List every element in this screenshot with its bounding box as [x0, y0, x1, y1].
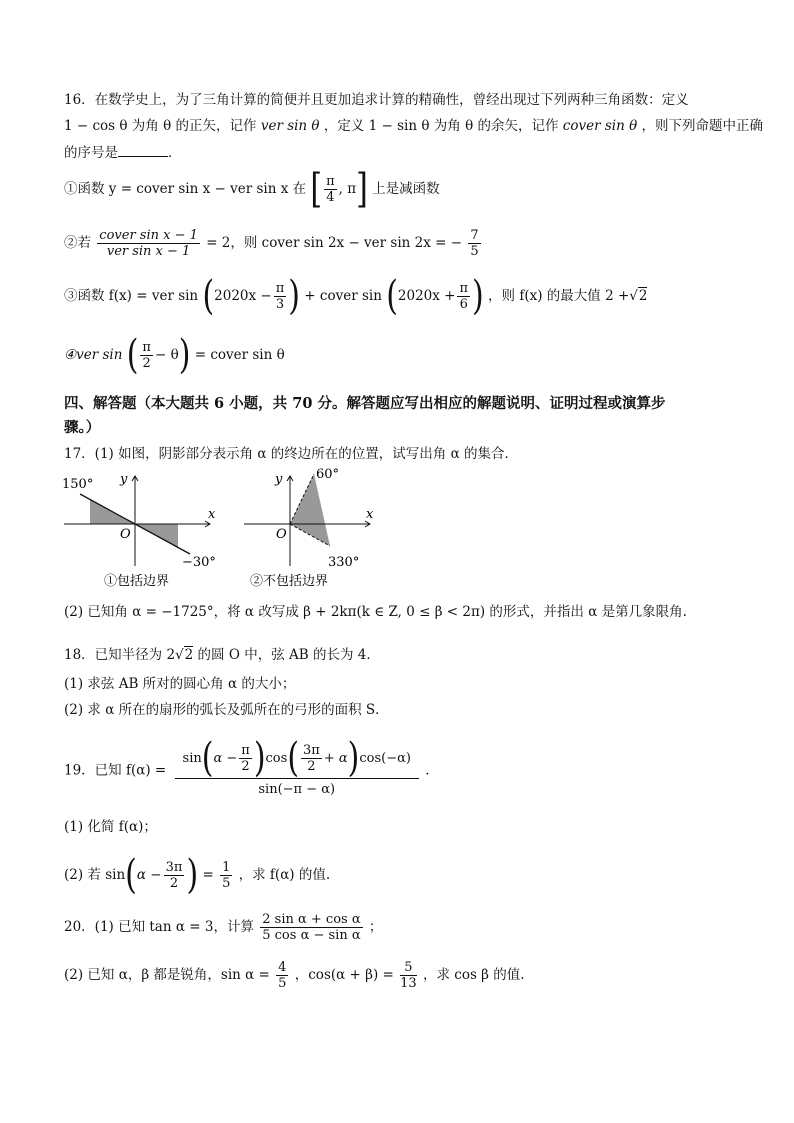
left-paren: ( — [125, 851, 137, 899]
left-paren: ( — [201, 734, 214, 782]
right-paren: ) — [186, 851, 199, 899]
opt4-post: = cover sin θ — [194, 347, 285, 363]
q16-line2 — [64, 117, 763, 135]
label-150: 150° — [62, 477, 94, 492]
opt1-frac — [324, 174, 337, 205]
q18-sqrt: 2 — [184, 647, 194, 663]
q20-p2-post: ，求 cos β 的值. — [422, 967, 525, 983]
q19-p2-frac — [164, 860, 185, 891]
q20-p2-pre: (2) 已知 α，β 都是锐角，sin α = — [64, 967, 270, 983]
q16-versin: ver sin θ — [260, 118, 320, 134]
q18-line1: 18．已知半径为 2√2 的圆 O 中，弦 AB 的长为 4． — [64, 647, 380, 663]
q20-p2-mid: ，cos(α + β) = — [294, 967, 394, 983]
left-paren: ( — [287, 734, 300, 782]
q19-num-b: cos — [265, 751, 288, 766]
q20-p2-a — [276, 960, 288, 991]
opt3-pre: ③函数 f(x) = ver sin — [64, 288, 199, 304]
q19-num-b-fn: 3π — [303, 743, 320, 758]
q20-p1-num: 2 sin α + cos α — [262, 912, 361, 927]
opt1-frac-num: π — [326, 174, 335, 189]
q19-p2-vd: 5 — [222, 876, 231, 891]
q19-p2-vn: 1 — [222, 860, 231, 875]
q20-p1-den: 5 cos α − sin α — [262, 928, 361, 943]
q20-part2 — [64, 960, 525, 991]
q19-part1: (1) 化简 f(α)； — [64, 819, 157, 835]
label-x: x — [366, 507, 374, 522]
q19-num-b-fd: 2 — [307, 759, 316, 774]
q19-p2-fd: 2 — [169, 876, 179, 891]
left-paren: ( — [202, 272, 215, 320]
caption-2: ②不包括边界 — [250, 574, 329, 589]
opt4-den: 2 — [142, 356, 151, 371]
answer-blank — [118, 142, 168, 157]
q19-part2 — [64, 851, 331, 899]
q20-p1-pre: 20．(1) 已知 tan α = 3，计算 — [64, 919, 254, 935]
q19-num-c: cos(−α) — [359, 751, 411, 766]
opt4-pre: ④ver sin — [64, 347, 123, 363]
q19-num-a-in: α − — [213, 751, 238, 766]
opt3-mid: + cover sin — [304, 288, 382, 304]
q20-p2-ad: 5 — [278, 976, 287, 991]
q20-p1-post: ； — [368, 919, 383, 935]
q16-coversin: cover sin θ — [562, 118, 638, 134]
q19-num-b-in: + α — [323, 751, 348, 766]
opt3-a: 2020x − — [214, 288, 272, 304]
right-paren: ) — [178, 331, 191, 379]
opt2-pre: ②若 — [64, 235, 91, 251]
right-bracket: ] — [356, 165, 368, 213]
right-paren: ) — [253, 734, 266, 782]
q17-figure-1 — [60, 466, 230, 592]
opt3-b-frac — [457, 281, 470, 312]
opt3-a-frac — [274, 281, 287, 312]
label-O: O — [120, 527, 131, 542]
q19-num-a: sin — [182, 751, 202, 766]
opt1-interval-c: , π — [338, 181, 357, 197]
q19-line — [64, 734, 439, 801]
q16-option2 — [64, 228, 483, 259]
label-minus30: −30° — [182, 555, 216, 570]
opt2-value-frac — [468, 228, 480, 259]
q17-figure-2 — [240, 466, 390, 592]
opt2-frac — [97, 228, 200, 259]
opt2-num: cover sin x − 1 — [99, 228, 198, 243]
q20-p2-bn: 5 — [400, 960, 417, 976]
opt3-a-num: π — [275, 281, 285, 296]
label-y: y — [120, 472, 128, 487]
left-paren: ( — [126, 331, 139, 379]
q20-p2-an: 4 — [278, 960, 287, 975]
q16-line3 — [64, 142, 182, 162]
q16-option3: ③函数 f(x) = ver sin (2020x − $\frac{\pi}{3}$ ) + cover sin (2020x + $\frac{\pi}{6}$ ) ，则 f(x) 的最大值 2 +√2 — [64, 272, 648, 320]
q19-p2-in: α − — [136, 867, 162, 883]
label-60: 60° — [316, 467, 340, 482]
q18-part1: (1) 求弦 AB 所对的圆心角 α 的大小； — [64, 676, 296, 692]
q16-line3-text: 的序号是 — [64, 145, 118, 161]
q20-part1 — [64, 912, 382, 943]
opt3-a-den: 3 — [275, 297, 285, 312]
opt3-b: 2020x + — [397, 288, 456, 304]
q19-num-a-frac — [239, 743, 252, 774]
q16-line2c: ，则下列命题中正确 — [641, 118, 764, 134]
opt2-value-den: 5 — [470, 244, 479, 259]
q16-line3-end: ． — [168, 145, 182, 161]
q20-p2-b — [400, 960, 417, 991]
q17-part1: 17．(1) 如图，阴影部分表示角 α 的终边所在的位置，试写出角 α 的集合． — [64, 446, 518, 462]
q16-line2b: ，定义 1 − sin θ 为角 θ 的余矢，记作 — [323, 118, 559, 134]
section4-heading-line2: 骤。） — [64, 419, 101, 436]
q16-line1: 16．在数学史上，为了三角计算的简便并且更加追求计算的精确性，曾经出现过下列两种三角函数：定义 — [64, 92, 689, 108]
opt3-sqrt: 2 — [638, 288, 648, 304]
caption-1: ①包括边界 — [104, 574, 170, 589]
q19-p2-fn: 3π — [165, 860, 183, 875]
q20-p1-frac — [260, 912, 362, 943]
right-paren: ) — [472, 272, 484, 320]
opt4-inner: − θ — [154, 347, 179, 363]
opt4-frac — [140, 340, 153, 371]
q19-p2-pre: (2) 若 sin — [64, 867, 126, 883]
q19-pre: 19．已知 f(α) = — [64, 762, 167, 779]
q16-line2a: 1 − cos θ 为角 θ 的正矢，记作 — [64, 118, 257, 134]
opt1-frac-den: 4 — [326, 190, 335, 205]
q19-p2-post: ，求 f(α) 的值. — [238, 867, 331, 883]
q19-numerator — [175, 734, 419, 782]
opt3-b-num: π — [459, 281, 469, 296]
opt3-b-den: 6 — [459, 297, 468, 312]
opt1-post: 上是减函数 — [372, 181, 440, 197]
q19-num-a-fd: 2 — [241, 759, 250, 774]
q18-pre: 18．已知半径为 2 — [64, 647, 176, 663]
left-paren: ( — [386, 272, 398, 320]
opt4-num: π — [142, 340, 151, 355]
label-O: O — [276, 527, 287, 542]
label-x: x — [208, 507, 216, 522]
q19-num-a-fn: π — [241, 743, 250, 758]
q18-post: 的圆 O 中，弦 AB 的长为 4． — [193, 647, 380, 663]
q16-option4 — [64, 331, 285, 379]
q19-end: ． — [425, 762, 439, 779]
q17-part2: (2) 已知角 α = −1725°，将 α 改写成 β + 2kπ(k ∈ Z, 0 ≤ β < 2π) 的形式，并指出 α 是第几象限角. — [64, 604, 687, 620]
left-bracket: [ — [310, 165, 323, 213]
q18-part2: (2) 求 α 所在的扇形的弧长及弧所在的弓形的面积 S． — [64, 702, 389, 718]
opt2-value-num: 7 — [470, 228, 479, 243]
section4-heading-line1: 四、解答题（本大题共 6 小题，共 70 分。解答题应写出相应的解题说明、证明过程或演算步 — [64, 395, 666, 412]
q19-p2-value — [220, 860, 232, 891]
opt3-post: ，则 f(x) 的最大值 2 + — [488, 288, 630, 304]
label-y: y — [275, 472, 283, 487]
q19-p2-mid: = — [202, 867, 214, 883]
q20-p2-bd: 13 — [400, 976, 417, 991]
q16-option1 — [64, 165, 440, 213]
label-330: 330° — [328, 555, 360, 570]
q19-num-b-frac — [301, 743, 322, 774]
right-paren: ) — [347, 734, 360, 782]
opt2-den: ver sin x − 1 — [106, 244, 191, 259]
opt2-mid: = 2，则 cover sin 2x − ver sin 2x = − — [206, 235, 463, 251]
opt1-pre: ①函数 y = cover sin x − ver sin x 在 — [64, 181, 307, 197]
right-paren: ) — [288, 272, 300, 320]
q19-frac — [175, 734, 419, 801]
q19-denominator: sin(−π − α) — [258, 782, 336, 797]
